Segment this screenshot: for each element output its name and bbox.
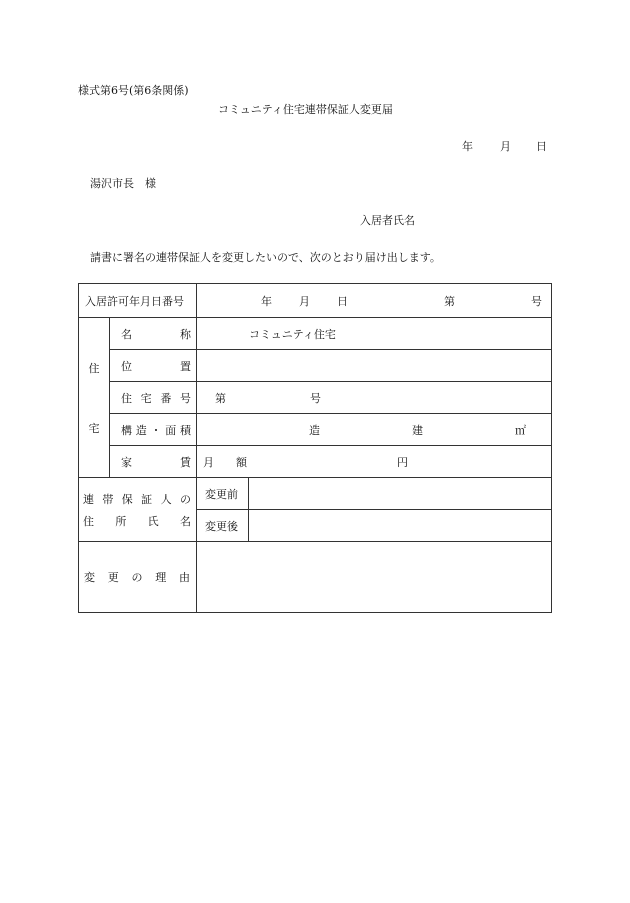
permit-label-cell (79, 284, 197, 318)
name-value-cell[interactable] (197, 318, 552, 350)
location-row (79, 350, 552, 382)
permit-month: 月 (299, 294, 310, 308)
date-year: 年 (462, 140, 473, 153)
house-number-row (79, 382, 552, 414)
housing-char-2: 宅 (88, 421, 100, 435)
permit-label: 入居許可年月日番号 (85, 294, 184, 308)
house-number-label-cell (110, 382, 197, 414)
permit-go: 号 (531, 294, 542, 308)
date-month: 月 (500, 140, 511, 153)
rent-monthly: 月 額 (203, 455, 247, 469)
house-number-label: 住 宅 番 号 (121, 391, 191, 405)
housing-char-1: 住 (88, 361, 100, 375)
before-label-cell (197, 478, 249, 510)
reason-label: 変 更 の 理 由 (84, 571, 190, 584)
housing-name-row (79, 318, 552, 350)
house-number-value-cell[interactable] (197, 382, 552, 414)
before-label: 変更前 (205, 487, 238, 501)
structure-unit: ㎡ (515, 423, 526, 437)
permit-day: 日 (337, 294, 348, 308)
rent-row (79, 446, 552, 478)
rent-label-cell (110, 446, 197, 478)
name-label-cell (110, 318, 197, 350)
house-number-go: 号 (310, 391, 321, 405)
application-table (78, 283, 552, 613)
date-line (462, 138, 547, 154)
permit-dai: 第 (444, 294, 455, 308)
reason-row (79, 542, 552, 613)
form-title: コミュニティ住宅連帯保証人変更届 (218, 103, 393, 116)
name-value: コミュニティ住宅 (249, 327, 336, 341)
structure-value-cell[interactable] (197, 414, 552, 446)
permit-row (79, 284, 552, 318)
location-value-cell[interactable] (197, 350, 552, 382)
after-label: 変更後 (205, 519, 238, 533)
rent-value-cell[interactable] (197, 446, 552, 478)
guarantor-label-cell (79, 478, 197, 542)
structure-zo: 造 (309, 423, 320, 437)
reason-label-cell (79, 542, 197, 613)
permit-year: 年 (261, 294, 272, 308)
after-label-cell (197, 510, 249, 542)
rent-label: 家 賃 (121, 455, 191, 469)
after-value-cell[interactable] (249, 510, 552, 542)
house-number-dai: 第 (215, 391, 226, 405)
structure-ken: 建 (412, 423, 423, 437)
rent-yen: 円 (397, 455, 408, 469)
structure-row (79, 414, 552, 446)
permit-value-cell[interactable] (197, 284, 552, 318)
resident-name-label: 入居者氏名 (360, 214, 415, 227)
location-label-cell (110, 350, 197, 382)
structure-label-cell (110, 414, 197, 446)
structure-label: 構 造 ・ 面 積 (121, 423, 191, 437)
housing-group-label (79, 318, 110, 478)
intro-text: 請書に署名の連帯保証人を変更したいので、次のとおり届け出します。 (90, 251, 441, 264)
name-label: 名 称 (121, 327, 191, 341)
form-number: 様式第6号(第6条関係) (78, 84, 189, 97)
guarantor-before-row (79, 478, 552, 510)
before-value-cell[interactable] (249, 478, 552, 510)
addressee: 湯沢市長 様 (90, 177, 156, 190)
guarantor-label: 連 帯 保 証 人 の 住 所 氏 名 (83, 492, 191, 528)
reason-value-cell[interactable] (197, 542, 552, 613)
location-label: 位 置 (121, 359, 191, 373)
date-day: 日 (536, 140, 547, 153)
